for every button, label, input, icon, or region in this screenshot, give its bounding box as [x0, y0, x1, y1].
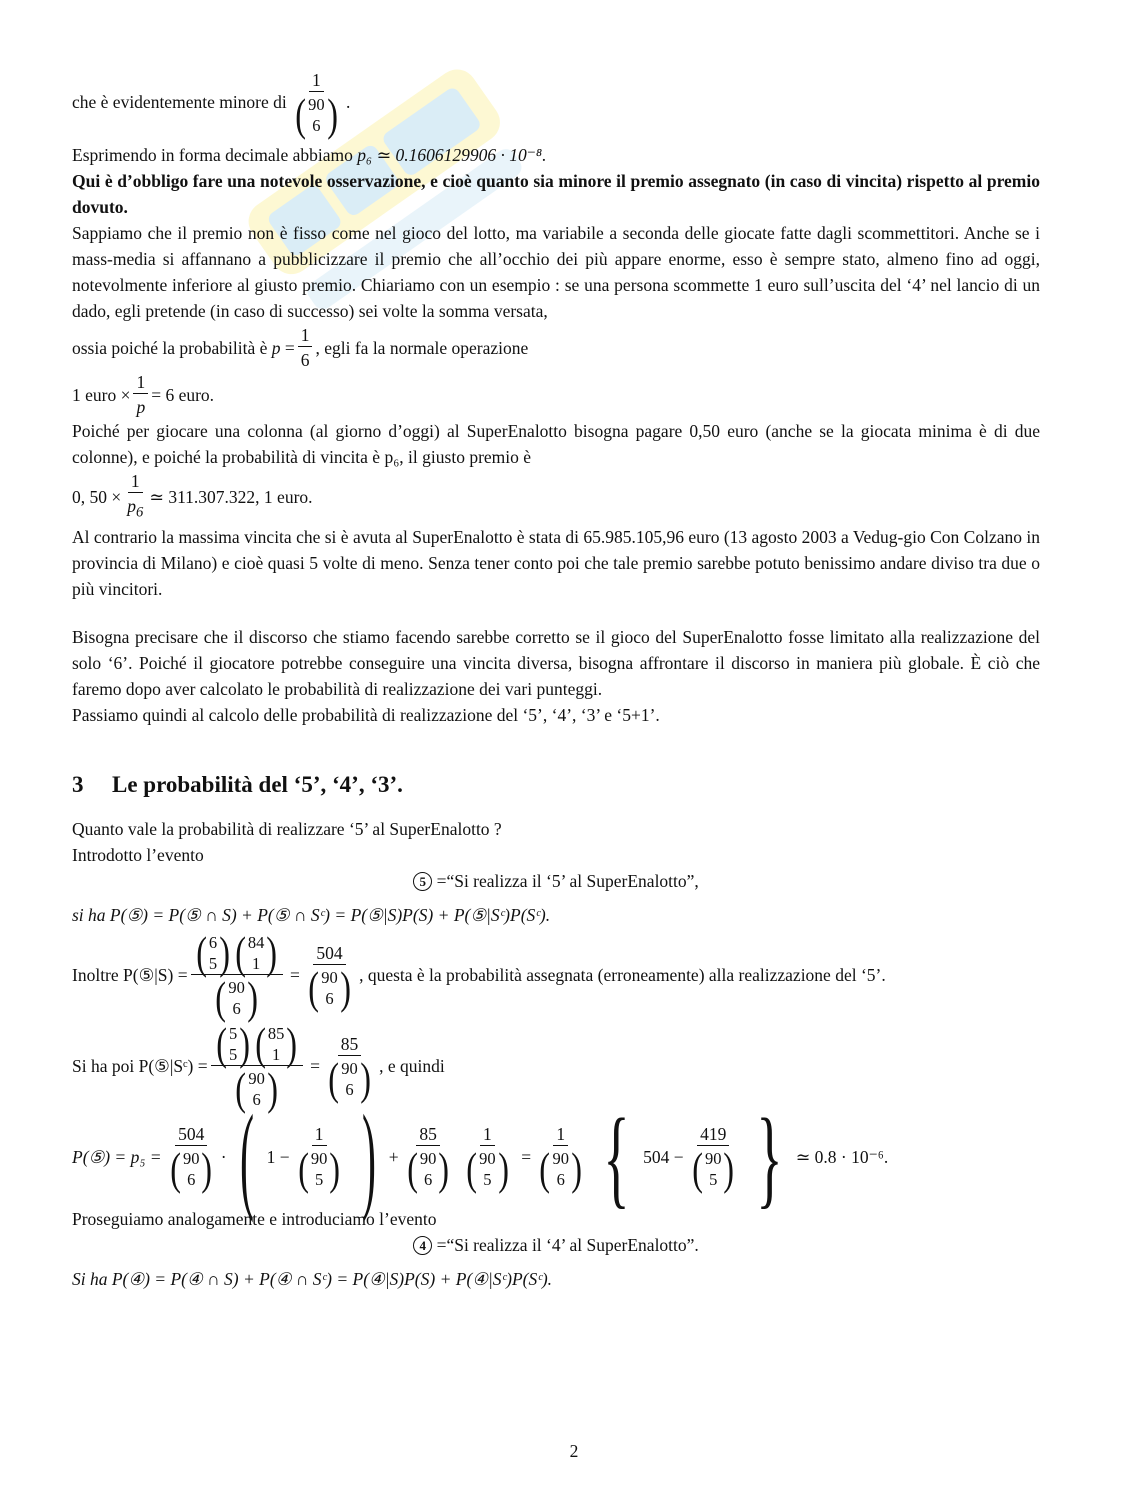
probability-text: ossia poiché la probabilità è: [72, 337, 268, 358]
paragraph-premio: Sappiamo che il premio non è fisso come nel gioco del lotto, ma variabile a seconda delle giocate fatte dagli scommettitori. Anche se i mass-media si affannano a pubblicizzare il premio che all’occhio dei più appare enorme, esso è sempre stato, almeno fino ad oggi, notevolmente inferiore al giusto premio. Chiariamo con un esempio : se una persona scommette 1 euro sull’uscita del ‘4’ nel lancio di un dado, egli pretende (in caso di successo) sei volte la somma versata,: [72, 223, 1040, 321]
siha-equation: Si ha poi P(⑤|Sᶜ) = ( 5 5 ) ( 85 1 ) ( 90 6 ) = 85 ( 90 6 ) , e quindi: [72, 1017, 445, 1114]
eq-p4-total: Si ha P(④) = P(④ ∩ S) + P(④ ∩ Sᶜ) = P(④|S)P(S) + P(④|Sᶜ)P(Sᶜ).: [72, 1268, 553, 1289]
page-number: 2: [569, 1441, 579, 1461]
paragraph-colonna: Poiché per giocare una colonna (al giorno d’oggi) al SuperEnalotto bisogna pagare 0,50 euro (anche se la giocata minima è di due colonne), e poiché la probabilità di vincita è p₆, il giusto premio è: [72, 421, 1040, 467]
paragraph-precisare: Bisogna precisare che il discorso che stiamo facendo sarebbe corretto se il gioco del SuperEnalotto fosse limitato alla realizzazione del solo ‘6’. Poiché il giocatore potrebbe conseguire una vincita diversa, bisogna affrontare il discorso in maniera più globale. È ciò che faremo dopo aver calcolato le probabilità di realizzazione dei vari punteggi.: [72, 626, 1040, 699]
siha-right: , e quindi: [379, 1056, 445, 1076]
event-4-definition: 4 =“Si realizza il ‘4’ al SuperEnalotto”.: [72, 1232, 1040, 1258]
p5-final-left: P(⑤) = p₅ =: [72, 1146, 162, 1167]
probability-line: ossia poiché la probabilità è p = $\frac{1}{6}$ , egli fa la normale operazione: [72, 325, 529, 370]
inoltre-right: , questa è la probabilità assegnata (erroneamente) alla realizzazione del ‘5’.: [359, 965, 886, 985]
eq-p5-total: si ha P(⑤) = P(⑤ ∩ S) + P(⑤ ∩ Sᶜ) = P(⑤|S)P(S) + P(⑤|Sᶜ)P(Sᶜ).: [72, 904, 551, 925]
fraction-binom-product-2: ( 5 5 ) ( 85 1 ) ( 90 6 ): [211, 1023, 303, 1110]
fraction-1-over-binom: 1 ( 90 6 ): [295, 69, 338, 140]
p5-final-equation: P(⑤) = p₅ = 504 ( 90 6 ) · ( 1 − 1 ( 90 5 ) ) + 85 ( 90 6 ) 1 ( 90 5 ) = 1 ( 90 6 ) { 504 − 419 ( 90 5 ) } ≃ 0.8 · 10⁻⁶.: [72, 1089, 889, 1223]
section-number: 3: [72, 771, 84, 797]
fraction-1-over-p6: $\frac{1}{p_6}$: [127, 471, 144, 521]
page-content: [72, 70, 1040, 1292]
intro-text: che è evidentemente minore di: [72, 92, 287, 112]
bold-note: Qui è d’obbligo fare una notevole osservazione, e cioè quanto sia minore il premio assegnato (in caso di vincita) rispetto al premio dovuto.: [72, 171, 1040, 217]
euro-eq-left: 1 euro ×: [72, 384, 131, 405]
euro-eq-right: = 6 euro.: [151, 384, 215, 405]
section-heading: [72, 772, 1040, 798]
p5-final-right: ≃ 0.8 · 10⁻⁶.: [795, 1146, 889, 1167]
premio-eq-right: ≃ 311.307.322, 1 euro.: [149, 486, 313, 507]
decimal-value: p₆ ≃ 0.1606129906 · 10⁻⁸.: [357, 145, 547, 165]
fraction-85: 85 ( 90 6 ): [328, 1033, 371, 1104]
decimal-text: Esprimendo in forma decimale abbiamo: [72, 145, 353, 165]
fraction-1-over-p: $\frac{1}{p}$: [133, 371, 148, 418]
section-title: Le probabilità del ‘5’, ‘4’, ‘3’.: [112, 771, 403, 797]
event-4-text: =“Si realizza il ‘4’ al SuperEnalotto”.: [436, 1234, 699, 1255]
event-5-text: =“Si realizza il ‘5’ al SuperEnalotto”,: [436, 870, 699, 891]
intro-event-line: Introdotto l’evento: [72, 844, 204, 865]
fraction-binom-product: ( 6 5 ) ( 84 1 ) ( 90 6 ): [191, 932, 283, 1019]
paragraph-passiamo: Passiamo quindi al calcolo delle probabilità di realizzazione del ‘5’, ‘4’, ‘3’ e ‘5+1’.: [72, 704, 660, 725]
euro-equation: [72, 371, 1040, 418]
prose-4-line: Proseguiamo analogamente e introduciamo l’evento: [72, 1208, 437, 1229]
operation-text: , egli fa la normale operazione: [315, 337, 529, 358]
fraction-504: 504 ( 90 6 ): [308, 942, 351, 1013]
intro-line: che è evidentemente minore di 1 ( 90 6 ) .: [72, 69, 351, 140]
event-5-definition: 5 =“Si realizza il ‘5’ al SuperEnalotto”,: [72, 868, 1040, 894]
question-line: Quanto vale la probabilità di realizzare ‘5’ al SuperEnalotto ?: [72, 818, 502, 839]
premio-eq-left: 0, 50 ×: [72, 486, 122, 507]
premio-equation: [72, 470, 1040, 524]
decimal-line: [72, 142, 1040, 168]
siha-left: Si ha poi P(⑤|Sᶜ) =: [72, 1056, 208, 1076]
paragraph-vincita: Al contrario la massima vincita che si è avuta al SuperEnalotto è stata di 65.985.105,96 euro (13 agosto 2003 a Vedug-gio Con Colzano in provincia di Milano) e cioè quasi 5 volte di meno. Senza tener conto poi che tale premio sarebbe potuto benissimo andare diviso tra due o più vincitori.: [72, 526, 1040, 599]
fraction-one-sixth: $\frac{1}{6}$: [298, 324, 313, 371]
inoltre-equation: Inoltre P(⑤|S) = ( 6 5 ) ( 84 1 ) ( 90 6 ) = 504 ( 90 6 ) , questa è la probabilità assegnata (erroneamente) alla realizzazione del ‘5’.: [72, 926, 886, 1023]
inoltre-left: Inoltre P(⑤|S) =: [72, 965, 188, 985]
